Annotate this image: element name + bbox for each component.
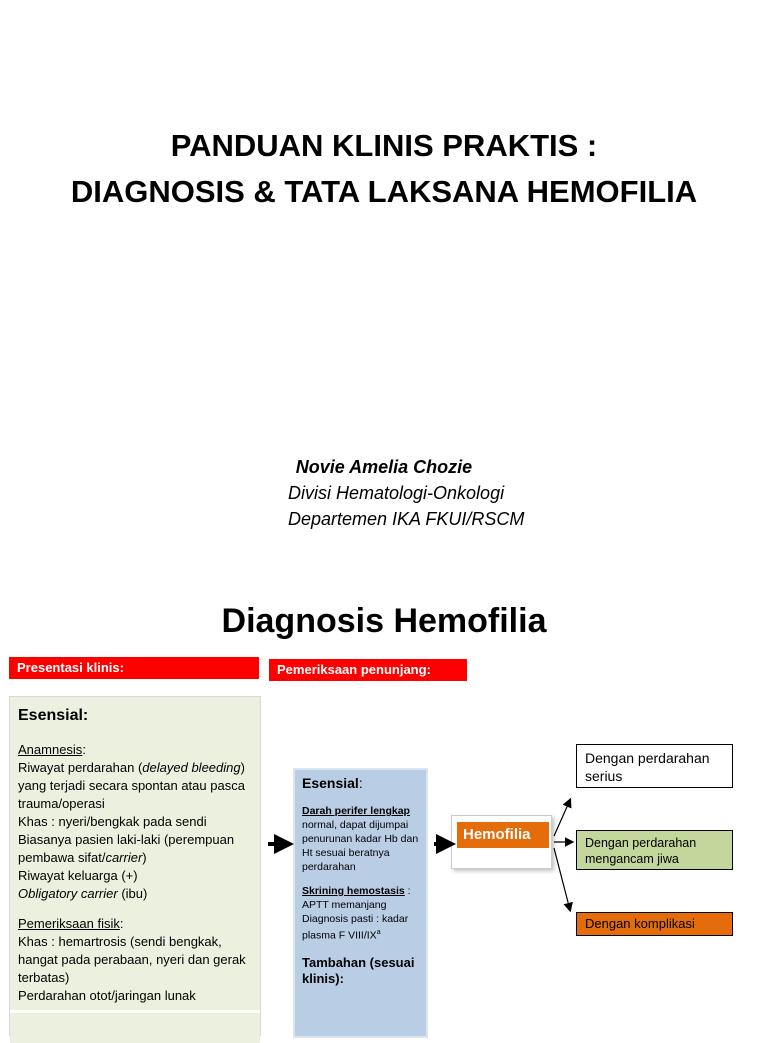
essential-heading-2: Esensial: [302, 775, 363, 791]
physical-exam-typical: Khas : hemartrosis (sendi bengkak, hangat pada perabaan, nyeri dan gerak terbatas) [18, 934, 246, 985]
slide-title: Diagnosis Hemofilia [221, 602, 547, 640]
anamnesis-label-line: Anamnesis: [18, 742, 86, 757]
patient-sex: Biasanya pasien laki-laki (perempuan pembawa sifat/carrier) [18, 832, 235, 865]
cover-title-line-2: DIAGNOSIS & TATA LAKSANA HEMOFILIA [70, 174, 698, 209]
screening-label: Skrining hemostasis [302, 885, 405, 897]
muscle-bleeding: Perdarahan otot/jaringan lunak [18, 988, 196, 1003]
essential-heading: Esensial: [18, 707, 89, 724]
physical-exam-label-line: Pemeriksaan fisik: [18, 916, 124, 931]
physical-exam-label: Pemeriksaan fisik [18, 916, 120, 931]
outcome-serious-bleeding: Dengan perdarahan serius [576, 744, 733, 788]
cbc-text: normal, dapat dijumpai penurunan kadar Hb dan Ht sesuai beratnya perdarahan [302, 819, 419, 873]
supporting-exam-header: Pemeriksaan penunjang: [269, 659, 467, 681]
cbc-label: Darah perifer lengkap [302, 805, 410, 817]
arrow-to-complication [554, 848, 570, 910]
family-history: Riwayat keluarga (+) [18, 868, 138, 883]
cover-title-line-1: PANDUAN KLINIS PRAKTIS : [170, 128, 598, 163]
typical-symptom: Khas : nyeri/bengkak pada sendi [18, 814, 207, 829]
additional-heading: Tambahan (sesuai klinis): [302, 954, 415, 986]
definitive-diagnosis: Diagnosis pasti : kadar plasma F VIII/$IX^a$ [302, 913, 409, 942]
clinical-presentation-header: Presentasi klinis: [9, 657, 259, 679]
obligatory-carrier: Obligatory carrier (ibu) [18, 886, 148, 901]
outcome-life-threatening: Dengan perdarahan mengancam jiwa [576, 830, 733, 870]
outcome-complication: Dengan komplikasi [576, 912, 733, 936]
aptt-text: APTT memanjang [302, 899, 387, 911]
affiliation-division: Divisi Hematologi-Onkologi [288, 483, 505, 503]
anamnesis-label: Anamnesis [18, 742, 83, 757]
screening-label-line: Skrining hemostasis : [302, 885, 411, 897]
hemofilia-label: Hemofilia [457, 822, 549, 848]
bleeding-history: Riwayat perdarahan (delayed bleeding) yang terjadi secara spontan atau pasca trauma/operasi [18, 760, 245, 811]
author-name: Novie Amelia Chozie [295, 457, 473, 477]
arrow-to-serious [554, 800, 570, 836]
affiliation-department: Departemen IKA FKUI/RSCM [288, 509, 525, 529]
